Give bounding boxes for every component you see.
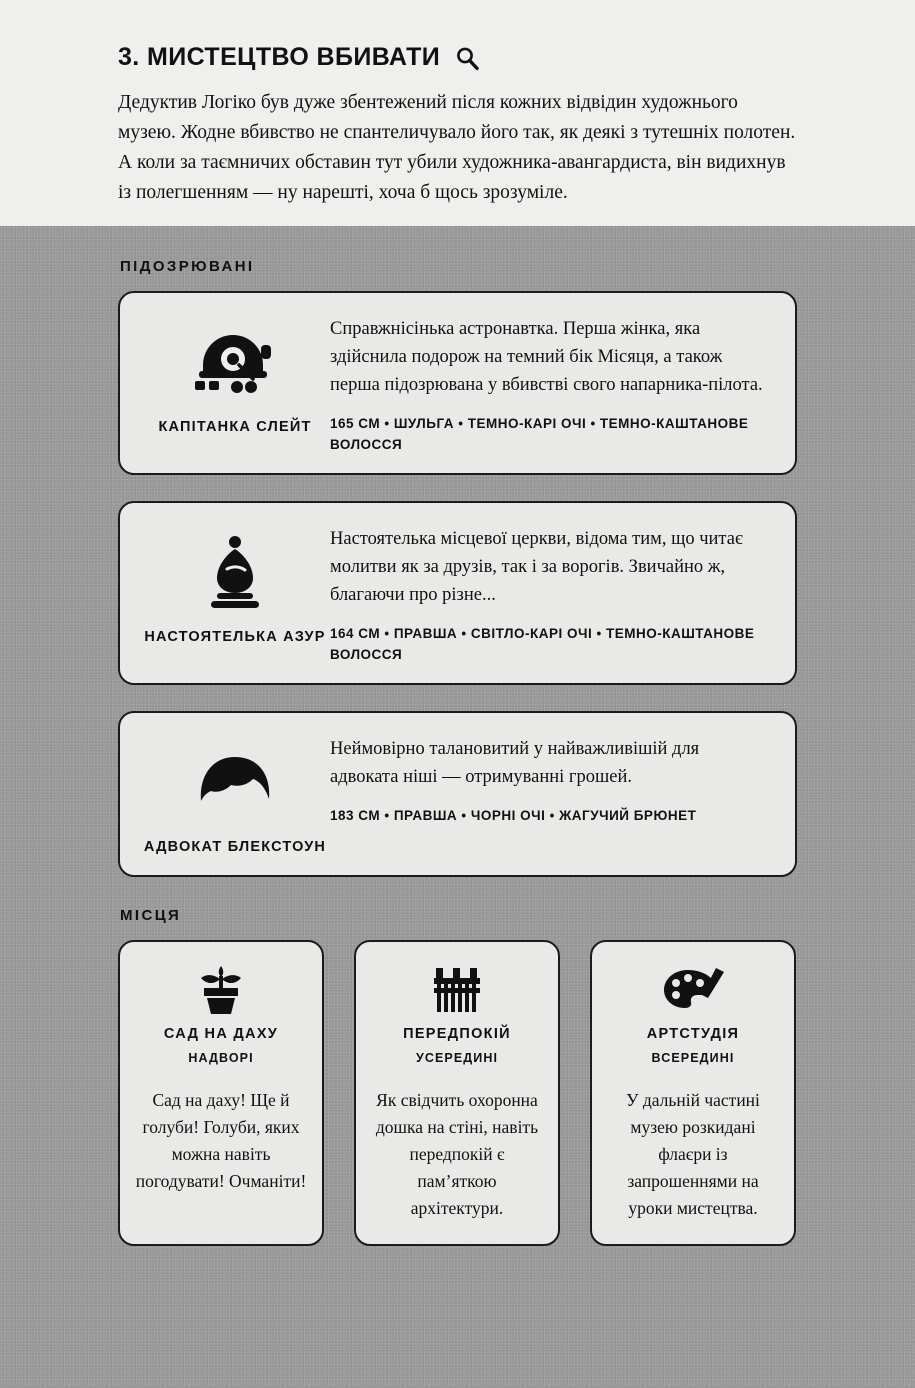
suspect-name: НАСТОЯТЕЛЬКА АЗУР (144, 629, 326, 645)
place-name: ПЕРЕДПОКІЙ (403, 1026, 511, 1042)
place-description: У дальній частині музею розкидані флаєри із запрошеннями на уроки мистецтва. (626, 1090, 760, 1218)
chapter-header (0, 0, 915, 226)
place-card[interactable] (118, 940, 324, 1246)
suspect-name: АДВОКАТ БЛЕКСТОУН (143, 839, 327, 855)
magnifier-icon (454, 45, 480, 71)
suspect-description: Справжнісінька астронавтка. Перша жінка, яка здійснила подорож на темний бік Місяця, а також перша підозрювана у вбивстві свого напарника-пілота. (330, 319, 763, 395)
suspect-portrait (140, 311, 330, 437)
suspect-name: КАПІТАНКА СЛЕЙТ (158, 419, 312, 435)
place-name: САД НА ДАХУ (163, 1026, 279, 1042)
place-name: АРТСТУДІЯ (646, 1026, 740, 1042)
place-card[interactable] (590, 940, 796, 1246)
place-description: Сад на даху! Ще й голуби! Голуби, яких можна навіть погодувати! Очманіти! (135, 1090, 307, 1191)
suspect-card[interactable] (118, 291, 797, 475)
railing-icon (422, 962, 492, 1016)
suspects-heading: ПІДОЗРЮВАНІ (120, 258, 255, 275)
chapter-intro: Дедуктив Логіко був дуже збентежений після кожних відвідин художнього музею. Жодне вбивство не спантеличувало його так, як деякі з тутешніх полотен. А коли за таємничих обставин тут убили художника-авангардиста, він видихнув із полегшенням — ну нарешті, хоча б щось зрозуміле. (118, 92, 796, 203)
suspect-card[interactable] (118, 711, 797, 877)
places-heading: МІСЦЯ (120, 907, 182, 924)
astronaut-helmet-icon (187, 319, 283, 403)
hair-icon (187, 739, 283, 823)
potted-plant-icon (186, 962, 256, 1016)
suspect-body (330, 521, 769, 665)
place-description: Як свідчить охоронна дошка на стіні, навіть передпокій є пам’яткою архітектури. (375, 1090, 539, 1218)
place-where: ВСЕРЕДИНІ (651, 1051, 735, 1065)
suspect-stats: 164 СМ • ПРАВША • СВІТЛО-КАРІ ОЧІ • ТЕМНО-КАШТАНОВЕ ВОЛОССЯ (330, 626, 755, 662)
place-where: НАДВОРІ (188, 1051, 254, 1065)
places-row (118, 940, 797, 1246)
suspect-body (330, 731, 769, 826)
page-title: 3. МИСТЕЦТВО ВБИВАТИ (118, 42, 441, 71)
place-where: УСЕРЕДИНІ (415, 1051, 499, 1065)
palette-icon (658, 962, 728, 1016)
suspect-card[interactable] (118, 501, 797, 685)
suspect-description: Настоятелька місцевої церкви, відома тим, що читає молитви як за друзів, так і за ворогів. Звичайно ж, благаючи про різне... (330, 529, 743, 605)
suspect-body (330, 311, 769, 455)
case-body (0, 226, 915, 1388)
suspect-stats: 165 СМ • ШУЛЬГА • ТЕМНО-КАРІ ОЧІ • ТЕМНО-КАШТАНОВЕ ВОЛОССЯ (330, 416, 749, 452)
suspect-stats: 183 СМ • ПРАВША • ЧОРНІ ОЧІ • ЖАГУЧИЙ БРЮНЕТ (330, 808, 697, 823)
suspect-description: Неймовірно талановитий у найважливішій для адвоката ніші — отримуванні грошей. (330, 739, 700, 787)
place-card[interactable] (354, 940, 560, 1246)
chess-bishop-icon (187, 529, 283, 613)
suspect-portrait (140, 521, 330, 647)
chapter-title-row (118, 44, 797, 70)
suspect-portrait (140, 731, 330, 857)
